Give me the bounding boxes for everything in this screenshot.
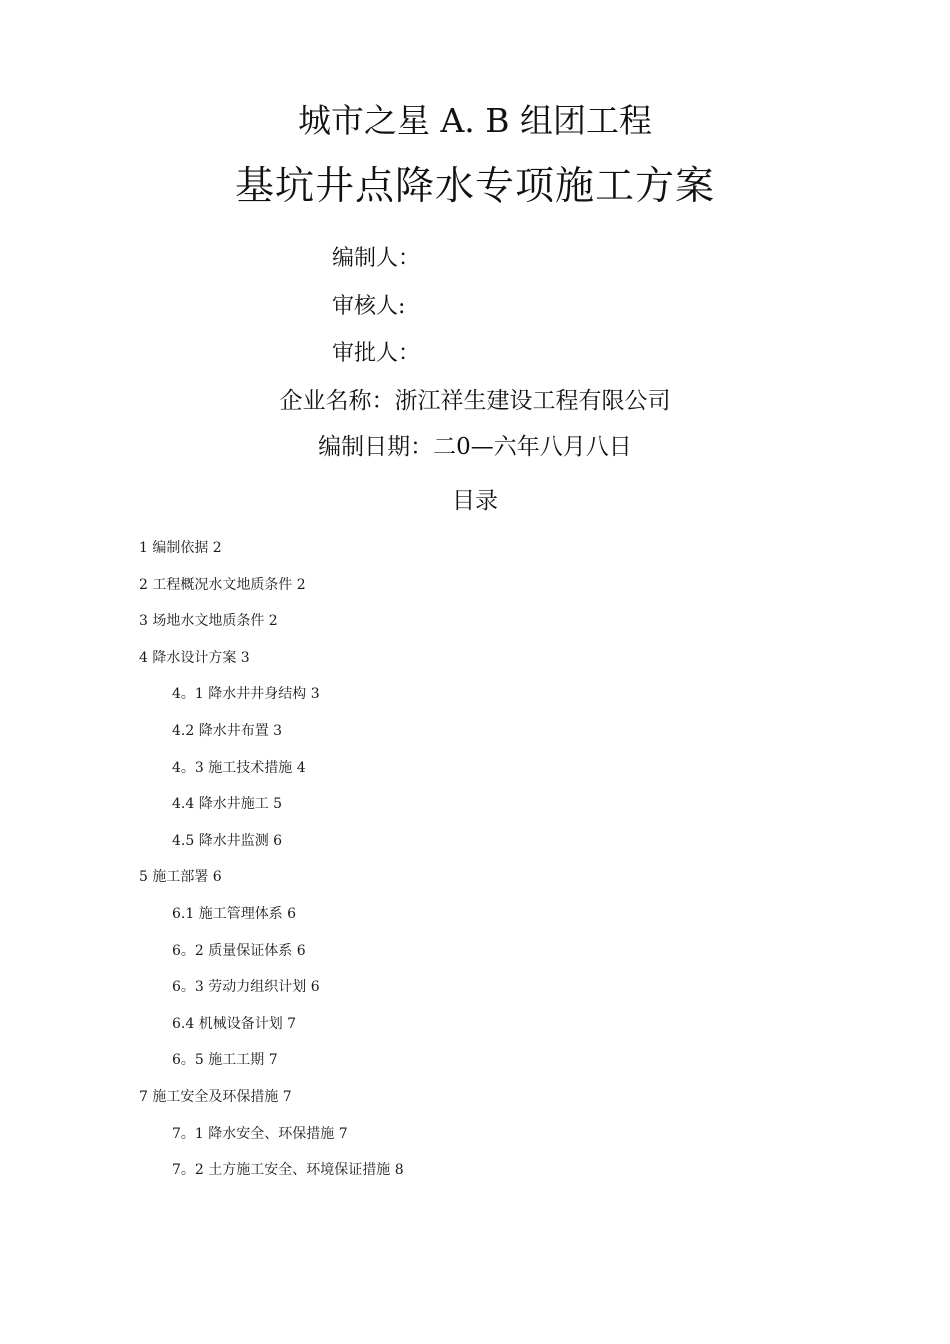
compile-date: 编制日期：二0—六年八月八日 xyxy=(318,434,632,460)
toc-heading: 目录 xyxy=(452,488,498,514)
toc-entry[interactable]: 1 编制依据 2 xyxy=(139,540,222,556)
toc-entry[interactable]: 4。1 降水井井身结构 3 xyxy=(172,686,320,702)
toc-entry[interactable]: 6。5 施工工期 7 xyxy=(172,1052,278,1068)
toc-entry[interactable]: 6。3 劳动力组织计划 6 xyxy=(172,979,320,995)
toc-entry[interactable]: 6.1 施工管理体系 6 xyxy=(172,906,297,922)
toc-entry[interactable]: 7 施工安全及环保措施 7 xyxy=(139,1089,292,1105)
toc-entry[interactable]: 6。2 质量保证体系 6 xyxy=(172,943,306,959)
toc-entry[interactable]: 4 降水设计方案 3 xyxy=(139,650,250,666)
toc-entry[interactable]: 2 工程概况水文地质条件 2 xyxy=(139,577,306,593)
toc-entry[interactable]: 3 场地水文地质条件 2 xyxy=(139,613,278,629)
toc-entry[interactable]: 5 施工部署 6 xyxy=(139,869,222,885)
company-name: 企业名称：浙江祥生建设工程有限公司 xyxy=(279,388,671,414)
toc-entry[interactable]: 6.4 机械设备计划 7 xyxy=(172,1016,297,1032)
reviewer-label: 审核人: xyxy=(332,294,406,319)
document-title: 基坑井点降水专项施工方案 xyxy=(234,164,715,209)
toc-entry[interactable]: 4。3 施工技术措施 4 xyxy=(172,760,306,776)
toc-entry[interactable]: 7。2 土方施工安全、环境保证措施 8 xyxy=(172,1162,404,1178)
compiler-label: 编制人： xyxy=(332,246,421,271)
toc-entry[interactable]: 4.2 降水井布置 3 xyxy=(172,723,283,739)
toc-entry[interactable]: 7。1 降水安全、环保措施 7 xyxy=(172,1126,348,1142)
project-subtitle: 城市之星 A. B 组团工程 xyxy=(297,101,653,140)
toc-entry[interactable]: 4.5 降水井监测 6 xyxy=(172,833,283,849)
approver-label: 审批人： xyxy=(332,341,421,366)
toc-entry[interactable]: 4.4 降水井施工 5 xyxy=(172,796,283,812)
